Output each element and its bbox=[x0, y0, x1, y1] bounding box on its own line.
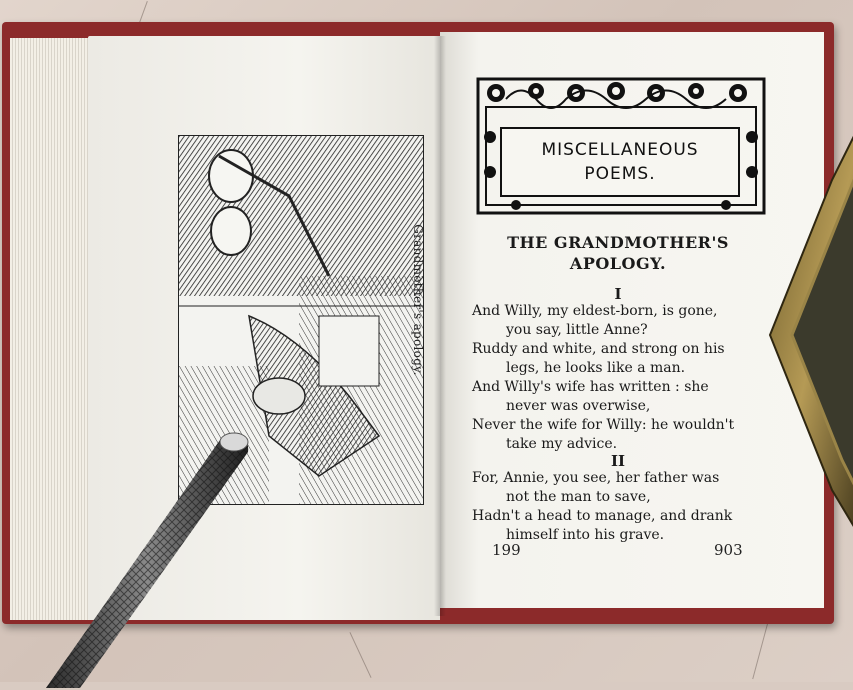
poem-line: And Willy, my eldest-born, is gone, bbox=[472, 303, 718, 319]
poem-line: you say, little Anne? bbox=[506, 322, 648, 338]
verse-2 bbox=[472, 469, 764, 545]
verse-number: II bbox=[610, 452, 626, 470]
poem-line: himself into his grave. bbox=[506, 527, 665, 543]
illustration-caption: Grandmother's apology. bbox=[411, 224, 425, 376]
poem-line: Never the wife for Willy: he wouldn't bbox=[472, 417, 735, 433]
poem-line: take my advice. bbox=[506, 436, 618, 452]
verse-number: I bbox=[614, 285, 622, 303]
poem-line: Hadn't a head to manage, and drank bbox=[472, 508, 733, 524]
brass-weight bbox=[762, 120, 853, 540]
page-number-right: 903 bbox=[714, 541, 743, 559]
pen-object bbox=[40, 430, 290, 690]
poem-line: not the man to save, bbox=[506, 489, 651, 505]
header-line-1: MISCELLANEOUS bbox=[541, 140, 699, 160]
poem-title-line-2: APOLOGY. bbox=[569, 254, 667, 273]
poem-line: And Willy's wife has written : she bbox=[472, 379, 709, 395]
book-gutter bbox=[434, 36, 446, 616]
section-header-box bbox=[500, 127, 740, 197]
poem-line: never was overwise, bbox=[506, 398, 651, 414]
poem-line: Ruddy and white, and strong on his bbox=[472, 341, 725, 357]
page-number-left: 199 bbox=[492, 541, 521, 559]
poem-title bbox=[468, 232, 768, 274]
poem-line: For, Annie, you see, her father was bbox=[472, 470, 720, 486]
poem-title-line-1: THE GRANDMOTHER'S bbox=[507, 233, 729, 252]
header-line-2: POEMS. bbox=[584, 164, 656, 184]
verse-1 bbox=[472, 302, 764, 454]
poem-line: legs, he looks like a man. bbox=[506, 360, 686, 376]
